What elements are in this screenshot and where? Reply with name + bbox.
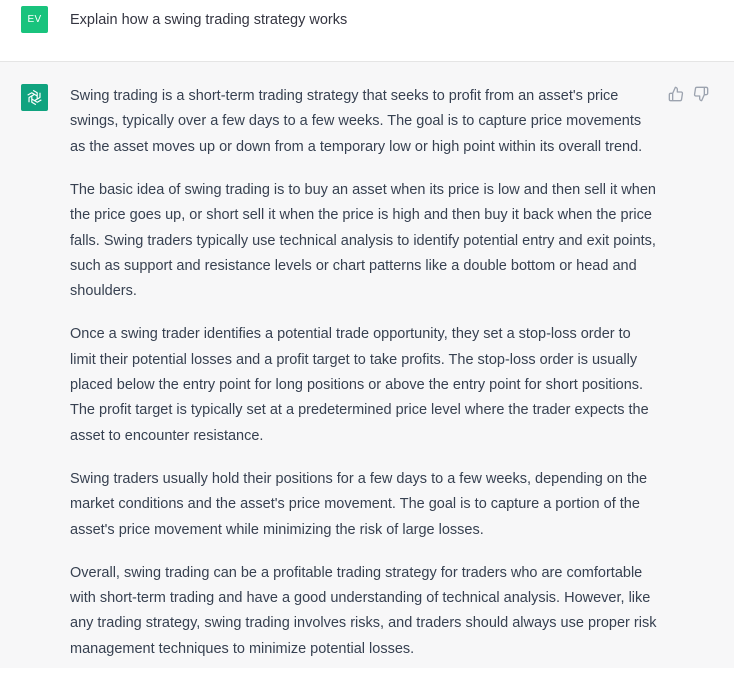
answer-paragraph: Once a swing trader identifies a potential trade opportunity, they set a stop-loss order to limit their potential losses and a profit target to take profits. The stop-loss order is usually placed below the entry point for long positions or above the entry point for short positions. The profit target is typically set at a predetermined price level where the trader expects the asset to encounter resistance. [70,326,649,444]
assistant-avatar [21,84,48,111]
user-message-text: Explain how a swing trading strategy works [70,12,348,28]
answer-paragraph: Swing trading is a short-term trading strategy that seeks to profit from an asset's price swings, typically over a few days to a few weeks. The goal is to capture price movements as the asset moves up or down from a temporary low or high point within its overall trend. [70,88,643,155]
answer-paragraph: The basic idea of swing trading is to buy an asset when its price is low and then sell it when the price goes up, or short sell it when the price is high and then buy it back when the price falls. Swing traders typically use technical analysis to identify potential entry and exit points, such as support and resistance levels or chart patterns like a double bottom or head and shoulders. [70,181,656,300]
user-message-row [0,0,734,62]
thumbs-up-button[interactable] [668,86,684,102]
assistant-message-row [0,62,734,668]
thumbs-down-button[interactable] [693,86,709,102]
assistant-message-text [70,84,660,680]
thumbs-down-icon [693,86,709,102]
openai-logo-icon [25,88,44,107]
answer-paragraph: Overall, swing trading can be a profitable trading strategy for traders who are comfortable with short-term trading and have a good understanding of technical analysis. However, like any trading strategy, swing trading involves risks, and traders should always use proper risk management techniques to minimize potential losses. [70,564,657,657]
user-avatar: EV [21,6,48,33]
answer-paragraph: Swing traders usually hold their positions for a few days to a few weeks, depending on the market conditions and the asset's price movement. The goal is to capture a portion of the asset's price movement while minimizing the risk of large losses. [70,470,648,538]
thumbs-up-icon [668,86,684,102]
